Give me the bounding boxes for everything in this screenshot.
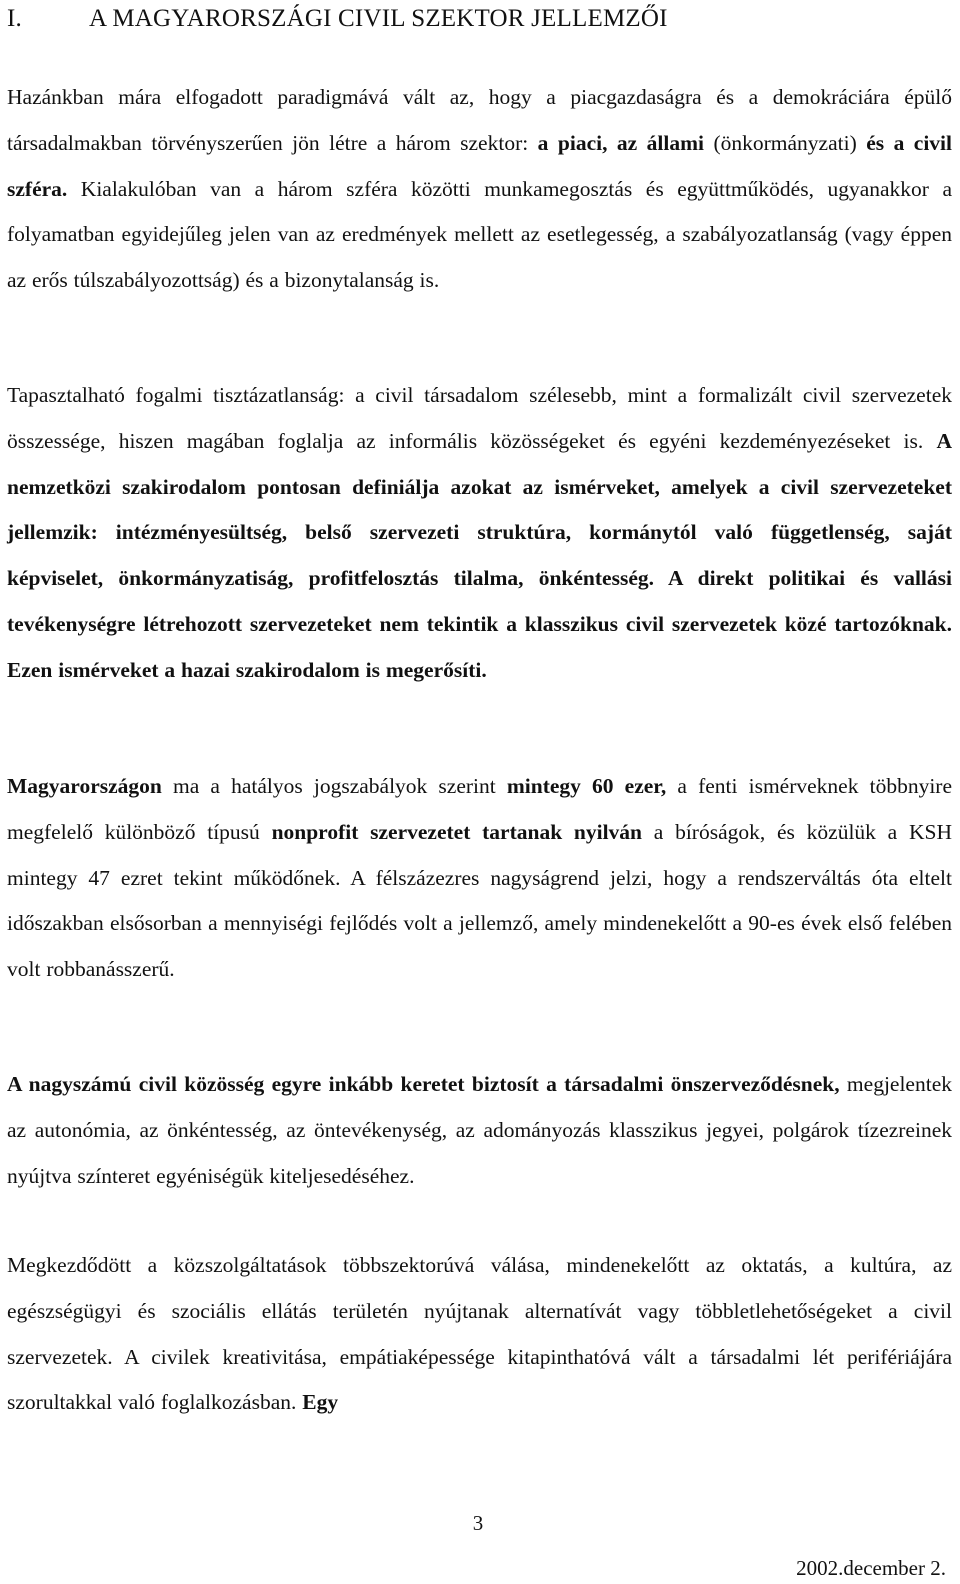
text-segment: a bíróságok, és közülük a KSH mintegy 47 ezret tekint működőnek. A félszázezres nagyságrend jelzi, hogy a rendszerváltás óta eltelt időszakban elsősorban a mennyiségi fejlődés volt a jellemző, amely mindenekelőtt a 90-es évek első felében volt robbanásszerű. <box>7 819 952 982</box>
text-segment: (önkormányzati) <box>704 130 867 155</box>
paragraph <box>7 1062 952 1199</box>
section-title: A MAGYARORSZÁGI CIVIL SZEKTOR JELLEMZŐI <box>89 5 668 32</box>
bold-text-segment: Magyarországon <box>7 774 162 798</box>
footer-date: 2002.december 2. <box>796 1556 946 1580</box>
text-segment: ma a hatályos jogszabályok szerint <box>161 774 507 798</box>
paragraph <box>7 764 952 993</box>
section-number: I. <box>7 5 22 32</box>
bold-text-segment: a piaci, az állami <box>537 130 704 155</box>
bold-text-segment: Egy <box>302 1390 339 1415</box>
bold-text-segment: A nemzetközi szakirodalom pontosan definiálja azokat az ismérveket, amelyek a civil szervezeteket jellemzik: intézményesültség, belső szervezeti struktúra, kormánytól való függetlenség, saját képviselet, önkormányzatiság, profitfelosztás tilalma, önkéntesség. A direkt politikai és vallási tevékenységre létrehozott szervezeteket nem tekintik a klasszikus civil szervezetek közé tartozóknak. Ezen ismérveket a hazai szakirodalom is megerősíti. <box>7 428 952 682</box>
text-segment: a fenti ismérveknek többnyire megfelelő különböző típusú <box>7 774 952 844</box>
text-segment: Megkezdődött a közszolgáltatások többszektorúvá válása, mindenekelőtt az oktatás, a kultúra, az egészségügyi és szociális ellátás területén nyújtanak alternatívát vagy többletlehetőségeket a civil szervezetek. A civilek kreativitása, empátiaképessége kitapinthatóvá vált a társadalmi lét perifériájára szorultakkal való foglalkozásban. <box>7 1253 952 1415</box>
bold-text-segment: A nagyszámú civil közösség egyre inkább keretet biztosít a társadalmi önszerveződésnek, <box>7 1072 840 1096</box>
page-number: 3 <box>472 1511 484 1535</box>
bold-text-segment: nonprofit szervezetet tartanak nyilván <box>271 819 643 844</box>
section-heading <box>7 2 947 36</box>
text-segment: megjelentek az autonómia, az önkéntesség, az öntevékenység, az adományozás klasszikus jegyei, polgárok tízezreinek nyújtva színteret egyéniségük kiteljesedéséhez. <box>7 1072 952 1188</box>
text-segment: Kialakulóban van a három szféra közötti munkamegosztás és együttműködés, ugyanakkor a folyamatban egyidejűleg jelen van az eredmények mellett az esetlegesség, a szabályozatlanság (vagy éppen az erős túlszabályozottság) és a bizonytalanság is. <box>7 176 952 293</box>
text-segment: Tapasztalható fogalmi tisztázatlanság: a civil társadalom szélesebb, mint a formalizált civil szervezetek összessége, hiszen magában foglalja az informális közösségeket és egyéni kezdeményezéseket is. <box>7 383 952 453</box>
bold-text-segment: mintegy 60 ezer, <box>506 774 667 798</box>
paragraph <box>7 75 952 304</box>
bold-text-segment: és a civil szféra. <box>7 130 952 201</box>
paragraph <box>7 1243 952 1426</box>
text-segment: Hazánkban mára elfogadott paradigmává vált az, hogy a piacgazdaságra és a demokráciára épülő társadalmakban törvényszerűen jön létre a három szektor: <box>7 85 952 155</box>
paragraph <box>7 373 952 694</box>
